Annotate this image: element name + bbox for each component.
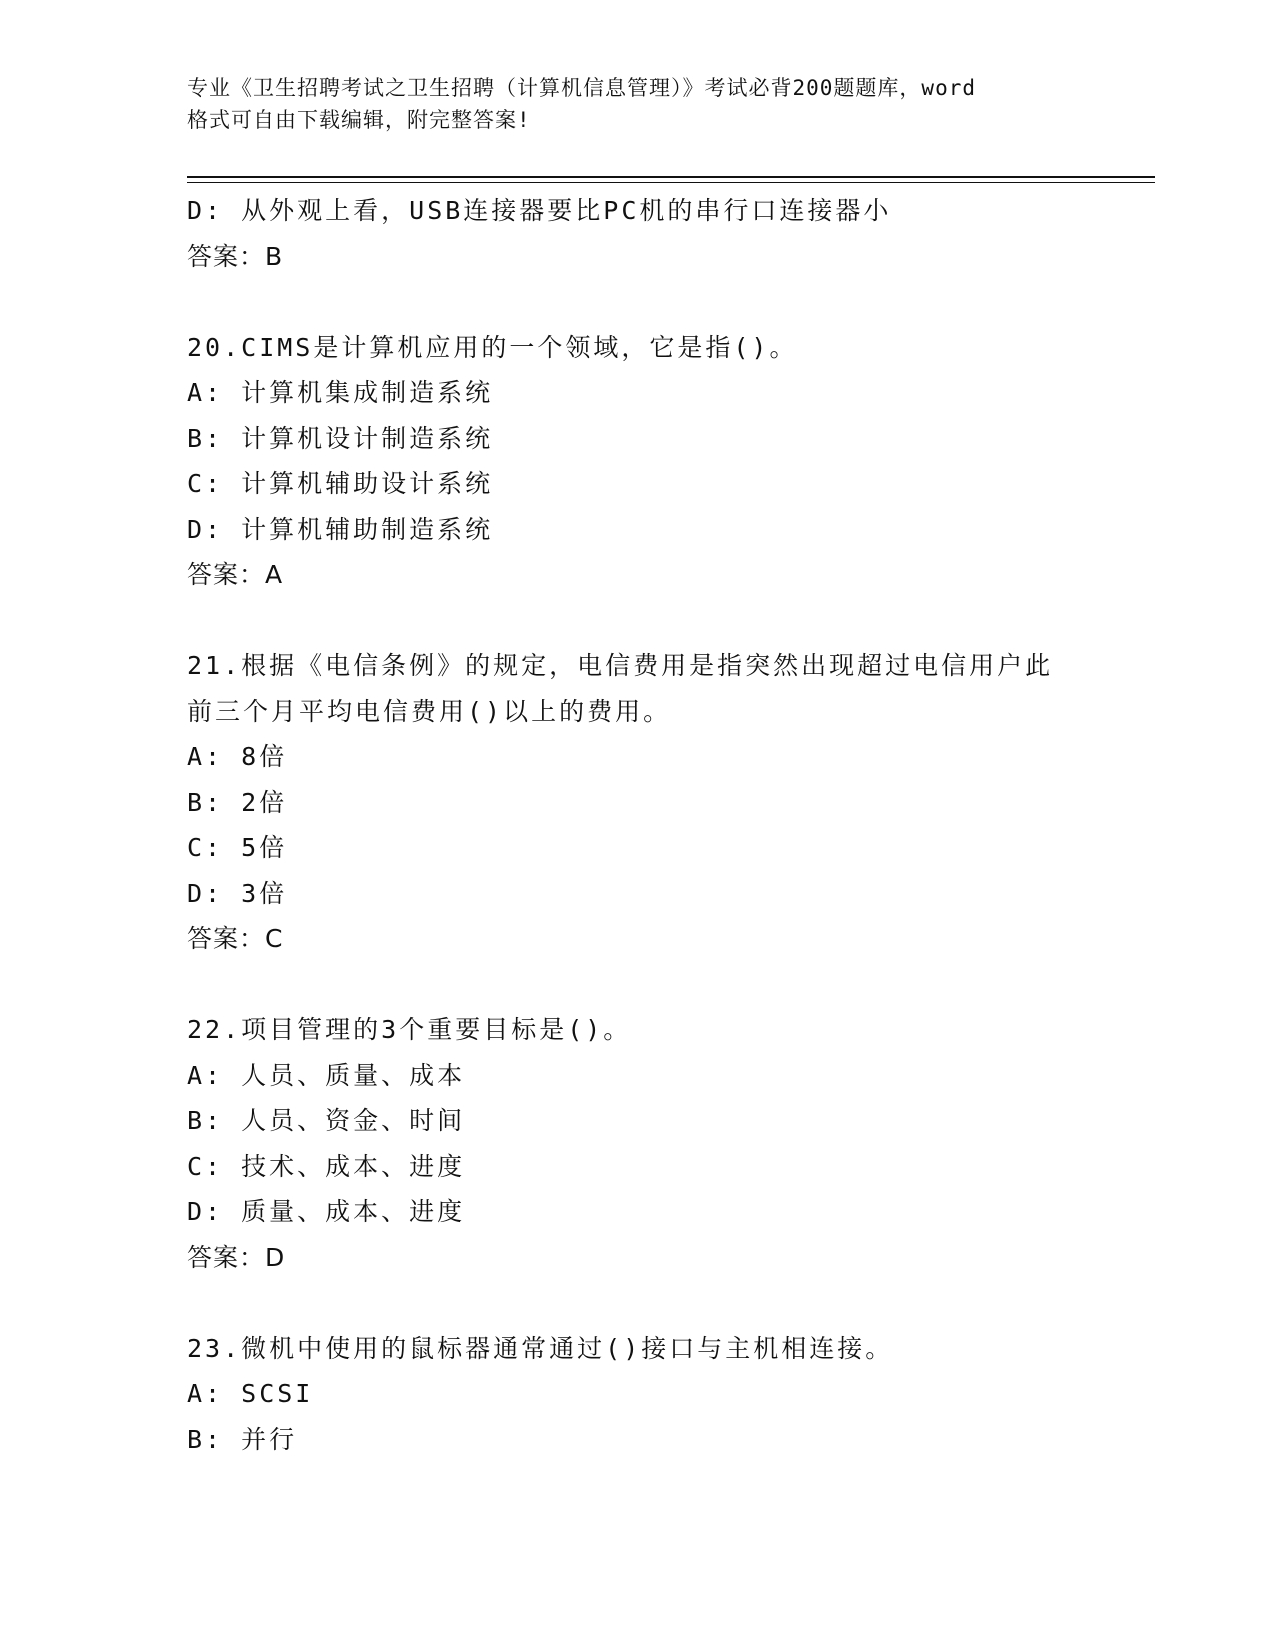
option-a: A: 人员、质量、成本 <box>187 1060 466 1090</box>
header-divider-thin <box>187 182 1155 183</box>
option-d: D: 计算机辅助制造系统 <box>187 514 494 544</box>
header-divider-thick <box>187 176 1155 178</box>
option-c: C: 技术、成本、进度 <box>187 1151 466 1181</box>
question-block-23 <box>187 1326 1087 1463</box>
option-b: B: 并行 <box>187 1424 298 1454</box>
question-block-21 <box>187 643 1087 962</box>
header-line-2: 格式可自由下载编辑，附完整答案! <box>187 108 531 132</box>
option-d: D: 从外观上看，USB连接器要比PC机的串行口连接器小 <box>187 196 892 225</box>
option-a: A: 8倍 <box>187 742 288 771</box>
question-block-22 <box>187 1007 1087 1280</box>
option-b: B: 人员、资金、时间 <box>187 1106 466 1135</box>
spacer <box>187 598 1087 644</box>
question-stem-line-2: 前三个月平均电信费用()以上的费用。 <box>187 696 672 726</box>
option-d: D: 3倍 <box>187 878 288 908</box>
question-block-20 <box>187 325 1087 598</box>
option-a: A: SCSI <box>187 1379 314 1408</box>
option-b: B: 2倍 <box>187 787 288 817</box>
question-stem: 22.项目管理的3个重要目标是()。 <box>187 1015 632 1044</box>
spacer <box>187 279 1087 325</box>
option-c: C: 计算机辅助设计系统 <box>187 469 494 498</box>
document-header <box>187 72 1087 136</box>
question-stem-line-1: 21.根据《电信条例》的规定，电信费用是指突然出现超过电信用户此 <box>187 651 1054 680</box>
option-d: D: 质量、成本、进度 <box>187 1197 466 1226</box>
answer-line: 答案：B <box>187 241 284 271</box>
option-b: B: 计算机设计制造系统 <box>187 423 494 453</box>
spacer <box>187 962 1087 1008</box>
option-c: C: 5倍 <box>187 833 288 862</box>
answer-line: 答案：A <box>187 560 284 589</box>
answer-line: 答案：D <box>187 1242 286 1272</box>
question-block-19 <box>187 188 1087 279</box>
question-stem: 23.微机中使用的鼠标器通常通过()接口与主机相连接。 <box>187 1333 894 1363</box>
question-stem: 20.CIMS是计算机应用的一个领域，它是指()。 <box>187 332 798 362</box>
question-list <box>187 188 1087 1462</box>
header-line-1: 专业《卫生招聘考试之卫生招聘（计算机信息管理）》考试必背200题题库，word <box>187 76 976 100</box>
spacer <box>187 1280 1087 1326</box>
option-a: A: 计算机集成制造系统 <box>187 378 494 407</box>
answer-line: 答案：C <box>187 924 284 953</box>
